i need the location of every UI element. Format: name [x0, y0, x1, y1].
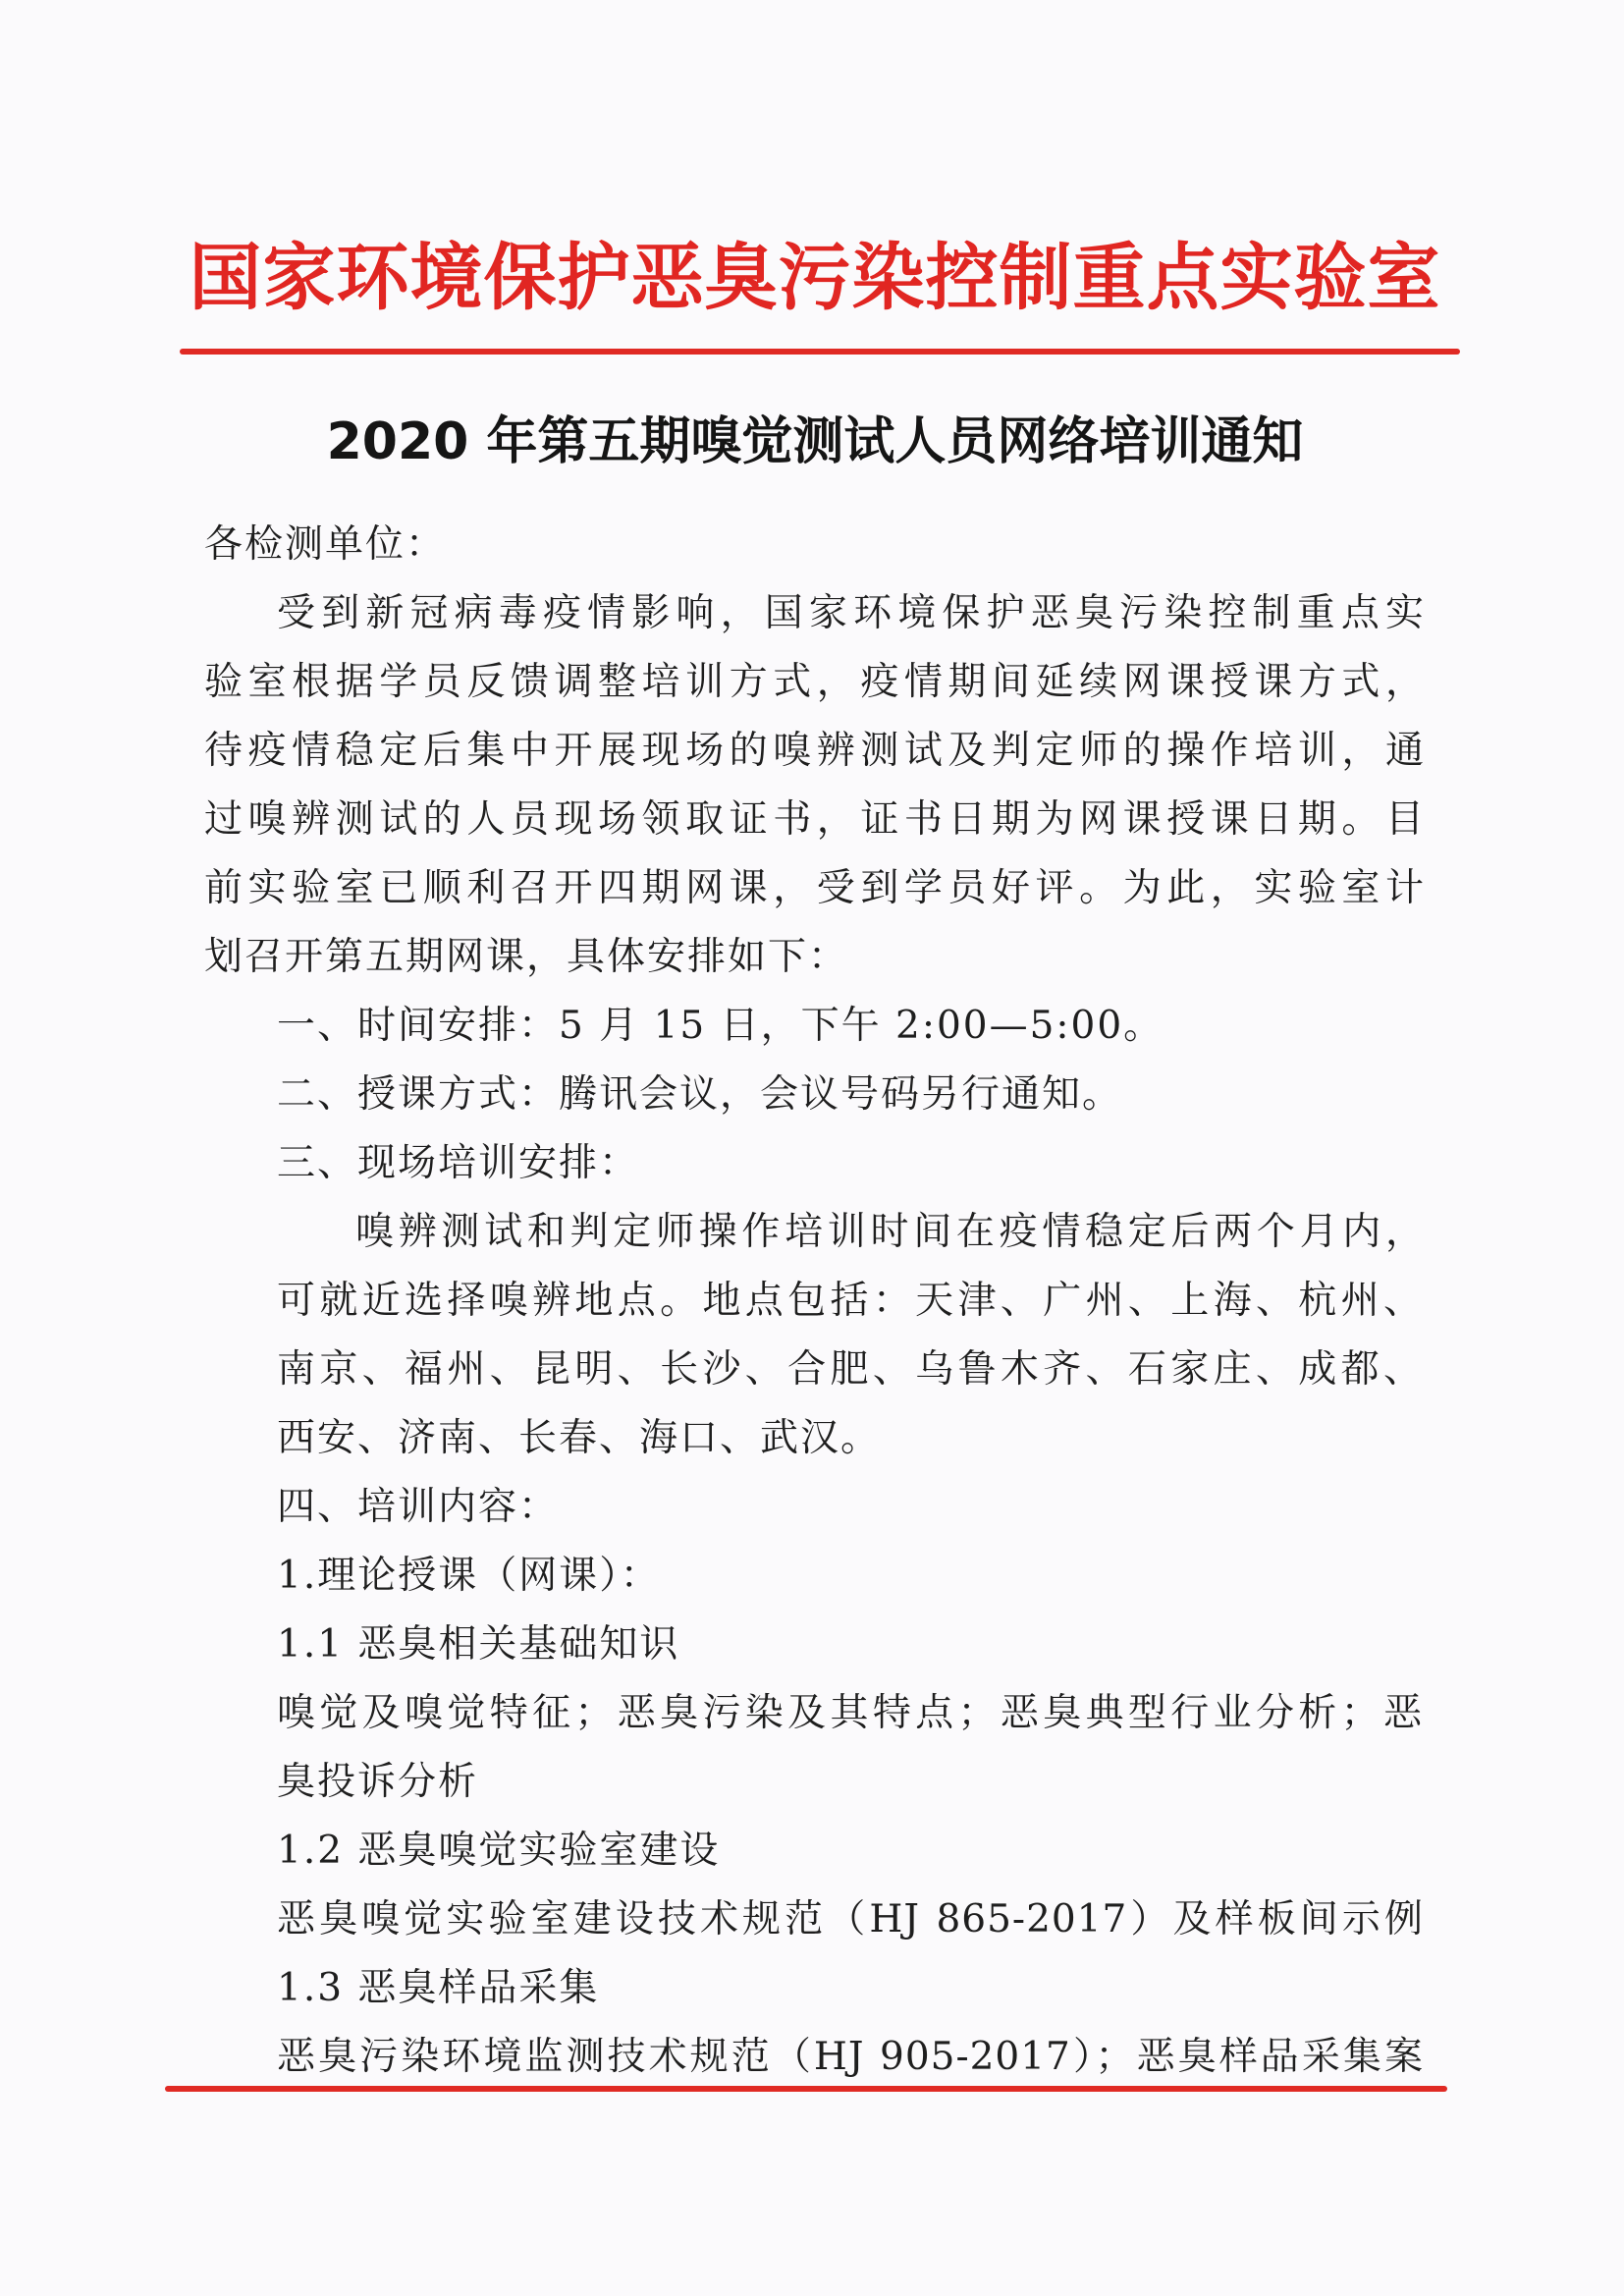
section-content: 四、培训内容：: [277, 1485, 560, 1529]
intro-line: 待疫情稳定后集中开展现场的嗅辨测试及判定师的操作培训，通: [204, 729, 1426, 773]
footer-red-rule: [165, 2086, 1447, 2092]
salutation: 各检测单位：: [204, 522, 447, 567]
section-onsite: 三、现场培训安排：: [277, 1141, 640, 1185]
intro-line: 验室根据学员反馈调整培训方式，疫情期间延续网课授课方式，: [204, 660, 1426, 704]
item-lab-heading: 1.2 恶臭嗅觉实验室建设: [277, 1829, 721, 1873]
intro-line: 受到新冠病毒疫情影响，国家环境保护恶臭污染控制重点实: [277, 591, 1426, 635]
item-basics-heading: 1.1 恶臭相关基础知识: [277, 1622, 680, 1667]
section-method: 二、授课方式：腾讯会议，会议号码另行通知。: [277, 1072, 1123, 1117]
intro-line: 前实验室已顺利召开四期网课，受到学员好评。为此，实验室计: [204, 866, 1426, 910]
item-sampling-heading: 1.3 恶臭样品采集: [277, 1966, 600, 2010]
notice-title: 2020 年第五期嗅觉测试人员网络培训通知: [326, 412, 1304, 471]
section-time: 一、时间安排：5 月 15 日，下午 2:00—5:00。: [277, 1004, 1164, 1048]
intro-line: 过嗅辨测试的人员现场领取证书，证书日期为网课授课日期。目: [204, 797, 1426, 842]
item-basics-line: 嗅觉及嗅觉特征；恶臭污染及其特点；恶臭典型行业分析；恶: [277, 1691, 1424, 1735]
organization-header-title: 国家环境保护恶臭污染控制重点实验室: [189, 236, 1441, 320]
onsite-line: 可就近选择嗅辨地点。地点包括：天津、广州、上海、杭州、: [277, 1279, 1424, 1323]
header-red-rule: [180, 349, 1460, 355]
item-sampling-line: 恶臭污染环境监测技术规范（HJ 905-2017）；恶臭样品采集案: [277, 2035, 1424, 2079]
onsite-line: 南京、福州、昆明、长沙、合肥、乌鲁木齐、石家庄、成都、: [277, 1347, 1424, 1392]
onsite-line: 嗅辨测试和判定师操作培训时间在疫情稳定后两个月内，: [355, 1210, 1426, 1254]
item-lab-line: 恶臭嗅觉实验室建设技术规范（HJ 865-2017）及样板间示例: [277, 1897, 1424, 1941]
item-theory: 1.理论授课（网课）：: [277, 1554, 661, 1598]
intro-line: 划召开第五期网课，具体安排如下：: [204, 935, 849, 979]
item-basics-line: 臭投诉分析: [277, 1760, 479, 1804]
onsite-line: 西安、济南、长春、海口、武汉。: [277, 1416, 882, 1460]
